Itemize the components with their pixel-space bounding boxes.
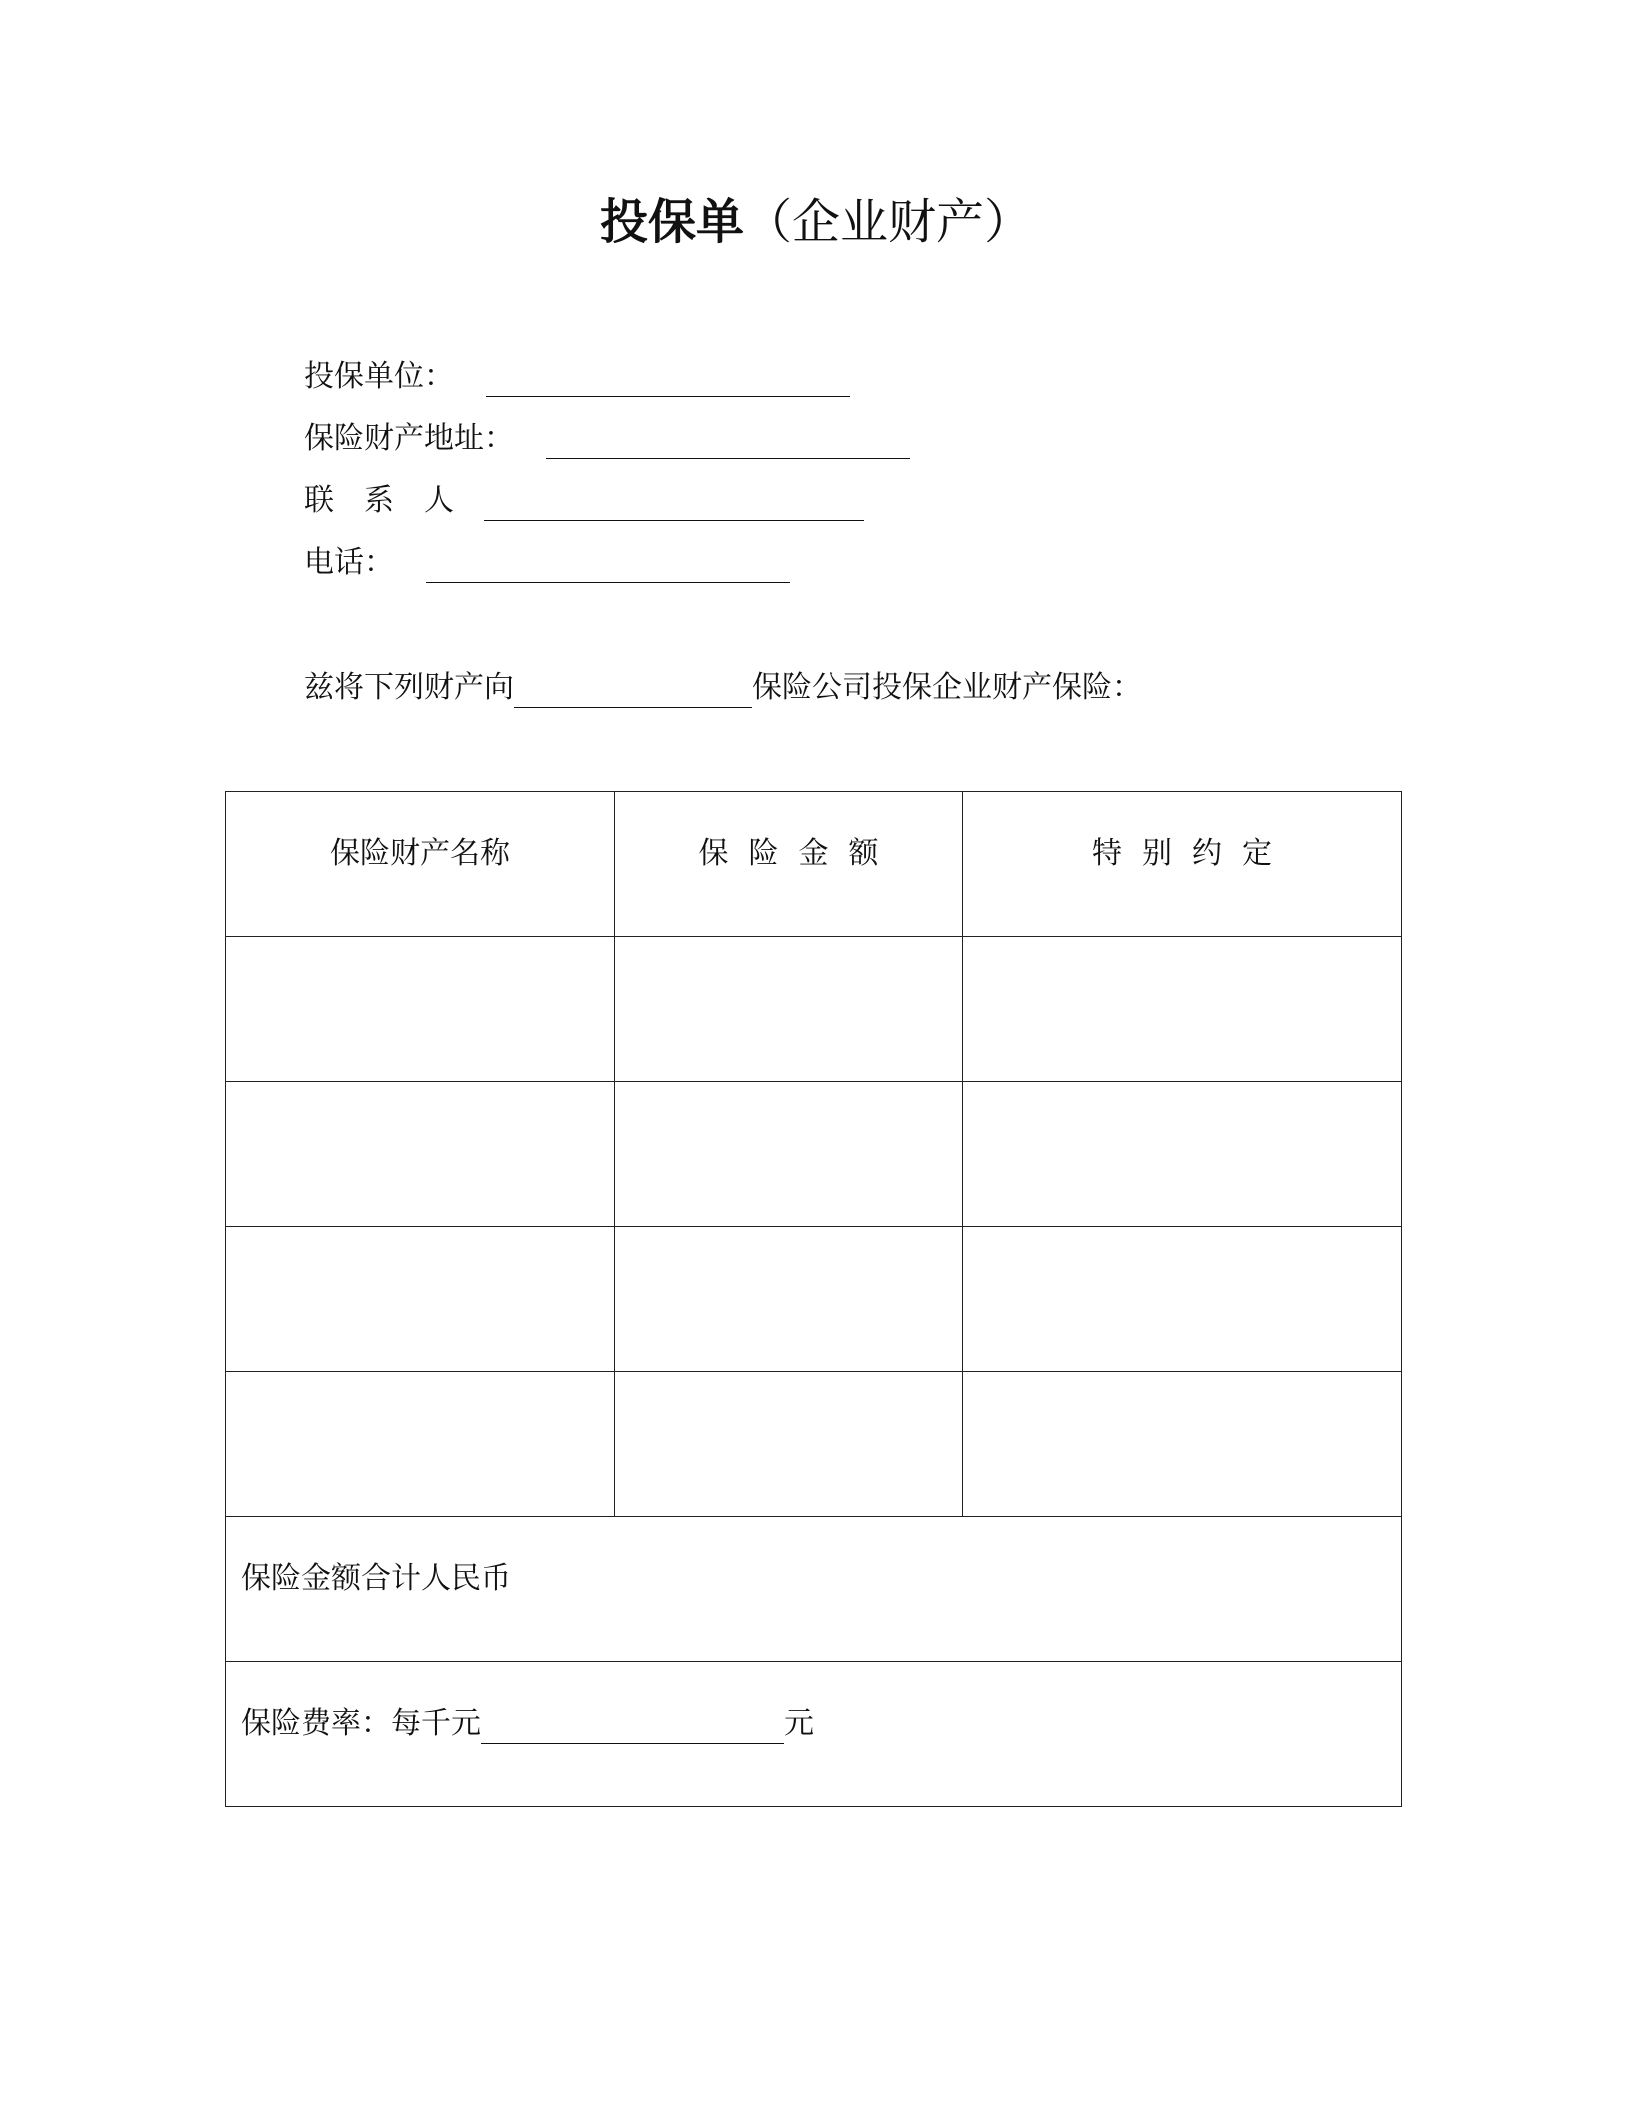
table-header-row [226, 792, 1402, 937]
table-row [226, 1372, 1402, 1517]
table-row [226, 937, 1402, 1082]
cell-insured-amount[interactable] [615, 937, 963, 1082]
cell-special-terms[interactable] [963, 1372, 1402, 1517]
field-label: 保险财产地址： [304, 421, 514, 456]
rate-row [226, 1662, 1402, 1807]
declaration-suffix: 保险公司投保企业财产保险： [752, 670, 1142, 705]
table-row [226, 1082, 1402, 1227]
field-applicant-unit [304, 357, 850, 397]
title-sub: （企业财产） [744, 194, 1033, 250]
cell-insured-amount[interactable] [615, 1082, 963, 1227]
premium-rate-label: 保险费率：每千元 [241, 1706, 481, 1741]
cell-special-terms[interactable] [963, 1227, 1402, 1372]
premium-rate-input[interactable] [481, 1709, 784, 1744]
cell-special-terms[interactable] [963, 937, 1402, 1082]
cell-property-name[interactable] [226, 1227, 615, 1372]
property-address-input[interactable] [546, 424, 910, 459]
field-label: 电话： [304, 545, 394, 580]
insured-property-table [225, 791, 1402, 1807]
declaration-line [304, 668, 1142, 708]
total-row [226, 1517, 1402, 1662]
header-insured-amount: 保险金额 [615, 792, 963, 937]
total-amount-label: 保险金额合计人民币 [241, 1561, 511, 1596]
insurer-name-input[interactable] [514, 673, 752, 708]
premium-rate-cell [226, 1662, 1402, 1807]
applicant-unit-input[interactable] [486, 362, 850, 397]
header-property-name: 保险财产名称 [226, 792, 615, 937]
cell-property-name[interactable] [226, 1082, 615, 1227]
cell-insured-amount[interactable] [615, 1227, 963, 1372]
field-label: 投保单位： [304, 359, 454, 394]
phone-input[interactable] [426, 548, 790, 583]
cell-special-terms[interactable] [963, 1082, 1402, 1227]
page-title [0, 190, 1632, 254]
premium-rate-unit: 元 [784, 1706, 814, 1741]
cell-insured-amount[interactable] [615, 1372, 963, 1517]
header-special-terms: 特别约定 [963, 792, 1402, 937]
field-contact-person [304, 481, 864, 521]
cell-property-name[interactable] [226, 1372, 615, 1517]
field-phone [304, 543, 790, 583]
field-label: 联 系 人 [304, 483, 454, 518]
field-property-address [304, 419, 910, 459]
total-amount-cell[interactable] [226, 1517, 1402, 1662]
table-row [226, 1227, 1402, 1372]
cell-property-name[interactable] [226, 937, 615, 1082]
contact-person-input[interactable] [484, 486, 864, 521]
title-main: 投保单 [599, 194, 744, 250]
declaration-prefix: 兹将下列财产向 [304, 670, 514, 705]
